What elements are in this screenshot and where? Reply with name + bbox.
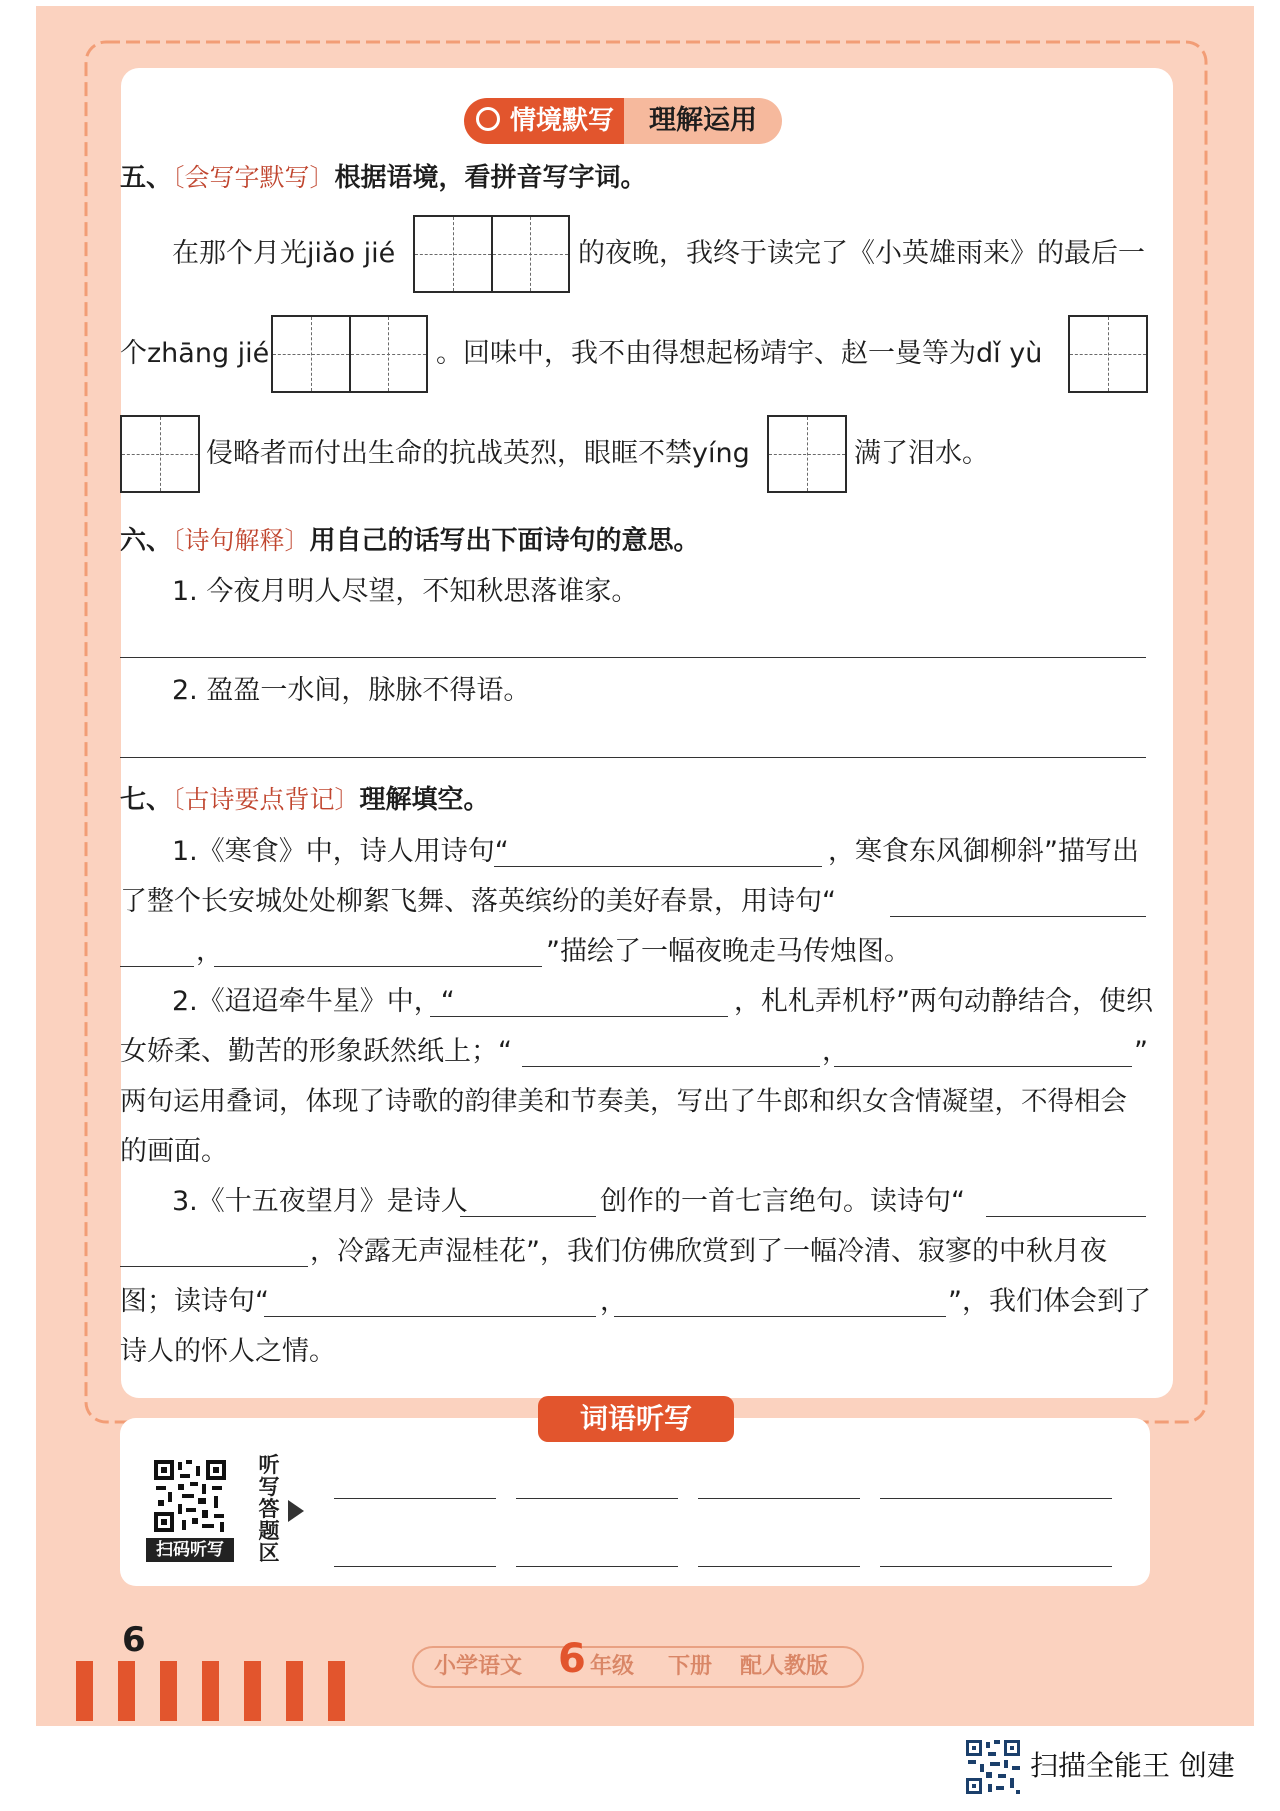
s5-line1-pre: 在那个月光jiǎo jié: [172, 238, 396, 269]
term-label: 下册: [668, 1654, 713, 1679]
book-subject: 小学语文: [434, 1654, 523, 1679]
s5-line1-post: 的夜晚，我终于读完了《小英雄雨来》的最后一: [578, 238, 1145, 269]
section6-heading: [120, 523, 700, 559]
q3-text-f: ”，我们体会到了: [948, 1286, 1151, 1317]
bottom-stripes: [76, 1661, 345, 1721]
grade-number: 6: [558, 1636, 586, 1682]
section-banner: [464, 98, 782, 144]
area-label-char: 区: [258, 1541, 280, 1565]
q3-blank-3[interactable]: [614, 1316, 946, 1317]
q3-blank-poet[interactable]: [460, 1216, 596, 1217]
s5-line3-post: 满了泪水。: [854, 438, 989, 469]
q2-text-a: 2.《迢迢牵牛星》中，“: [172, 986, 455, 1017]
answer-area-label: [256, 1454, 282, 1564]
q1-blank-2b[interactable]: [120, 966, 194, 967]
dictation-banner: 词语听写: [538, 1396, 734, 1442]
edition-label: 配人教版: [740, 1654, 829, 1679]
q1-text-b: ，寒食东风御柳斜”描写出: [828, 836, 1139, 867]
area-label-char: 题: [258, 1519, 280, 1543]
q1-blank-1[interactable]: [494, 866, 822, 867]
q3-blank-2[interactable]: [264, 1316, 596, 1317]
q3-text-a: 3.《十五夜望月》是诗人: [172, 1186, 468, 1217]
section6-title: 用自己的话写出下面诗句的意思。: [309, 526, 700, 556]
q1-text-c: 了整个长安城处处柳絮飞舞、落英缤纷的美好春景，用诗句“: [120, 886, 836, 917]
section6-tag: 〔诗句解释〕: [172, 526, 310, 555]
grade-unit: 年级: [590, 1654, 635, 1679]
q3-text-c: ，冷露无声湿桂花”，我们仿佛欣赏到了一幅冷清、寂寥的中秋月夜: [310, 1236, 1107, 1267]
dictation-line[interactable]: [698, 1498, 860, 1499]
q2-text-b: ，札札弄机杼”两句动静结合，使织: [734, 986, 1153, 1017]
q1-blank-2a[interactable]: [890, 916, 1146, 917]
medal-icon: [476, 107, 500, 131]
q2-text-g: 的画面。: [120, 1136, 228, 1167]
section6-number: 六、: [120, 526, 173, 556]
dictation-line[interactable]: [334, 1566, 496, 1567]
answer-grid-ying[interactable]: [767, 415, 847, 493]
q3-text-d: 图；读诗句“: [120, 1286, 269, 1317]
q2-blank-2[interactable]: [522, 1066, 820, 1067]
s5-line2-mid: 。回味中，我不由得想起杨靖宇、赵一曼等为dǐ yù: [436, 338, 1043, 369]
section5-number: 五、: [120, 163, 173, 193]
q2-text-d: ，: [822, 1036, 849, 1067]
section5-heading: [120, 160, 647, 196]
q3-text-e: ，: [600, 1286, 627, 1317]
dictation-line[interactable]: [880, 1498, 1112, 1499]
section7-heading: [120, 782, 490, 818]
q1-text-a: 1.《寒食》中，诗人用诗句“: [172, 836, 509, 867]
poem-item-2: 2. 盈盈一水间，脉脉不得语。: [172, 675, 531, 706]
qr-label: 扫码听写: [146, 1538, 234, 1562]
banner-left-label: 情境默写: [510, 106, 615, 136]
s5-line2-pre: 个zhāng jié: [120, 338, 270, 369]
s5-line3-mid: 侵略者而付出生命的抗战英烈，眼眶不禁yíng: [206, 438, 750, 469]
dictation-line[interactable]: [516, 1498, 678, 1499]
qr-code-icon[interactable]: [152, 1458, 228, 1534]
play-arrow-icon: [288, 1500, 304, 1522]
area-label-char: 答: [258, 1497, 280, 1521]
q3-text-b: 创作的一首七言绝句。读诗句“: [600, 1186, 965, 1217]
q3-text-g: 诗人的怀人之情。: [120, 1336, 336, 1367]
banner-right-label: 理解运用: [624, 98, 782, 144]
q2-blank-1[interactable]: [430, 1016, 728, 1017]
answer-grid-diyu-2[interactable]: [120, 415, 200, 493]
dictation-line[interactable]: [880, 1566, 1112, 1567]
q2-blank-3[interactable]: [834, 1066, 1132, 1067]
area-label-char: 听: [258, 1453, 280, 1477]
q2-text-c: 女娇柔、勤苦的形象跃然纸上；“: [120, 1036, 512, 1067]
dictation-line[interactable]: [698, 1566, 860, 1567]
answer-line-1[interactable]: [120, 657, 1146, 658]
section7-title: 理解填空。: [359, 785, 490, 815]
section7-tag: 〔古诗要点背记〕: [172, 785, 360, 814]
watermark-text: 扫描全能王 创建: [1030, 1749, 1235, 1782]
answer-grid-jiaojie[interactable]: [413, 215, 570, 293]
banner-left: [464, 98, 642, 144]
q3-blank-1b[interactable]: [120, 1266, 308, 1267]
q1-blank-3[interactable]: [214, 966, 542, 967]
section5-tag: 〔会写字默写〕: [172, 163, 335, 192]
poem-item-1: 1. 今夜月明人尽望，不知秋思落谁家。: [172, 576, 639, 607]
q1-text-d: ，: [196, 936, 223, 967]
section7-number: 七、: [120, 785, 173, 815]
q2-text-e: ”: [1134, 1036, 1148, 1067]
dictation-line[interactable]: [516, 1566, 678, 1567]
answer-line-2[interactable]: [120, 757, 1146, 758]
q2-text-f: 两句运用叠词，体现了诗歌的韵律美和节奏美，写出了牛郎和织女含情凝望，不得相会: [120, 1086, 1127, 1117]
page-number: 6: [122, 1620, 146, 1660]
q3-blank-1a[interactable]: [986, 1216, 1146, 1217]
scanner-qr-icon: [964, 1738, 1022, 1796]
book-info-pill: [412, 1636, 864, 1688]
q1-text-e: ”描绘了一幅夜晚走马传烛图。: [546, 936, 911, 967]
section5-title: 根据语境，看拼音写字词。: [334, 163, 647, 193]
area-label-char: 写: [258, 1475, 280, 1499]
dictation-line[interactable]: [334, 1498, 496, 1499]
answer-grid-zhangjie[interactable]: [271, 315, 428, 393]
answer-grid-diyu-1[interactable]: [1068, 315, 1148, 393]
